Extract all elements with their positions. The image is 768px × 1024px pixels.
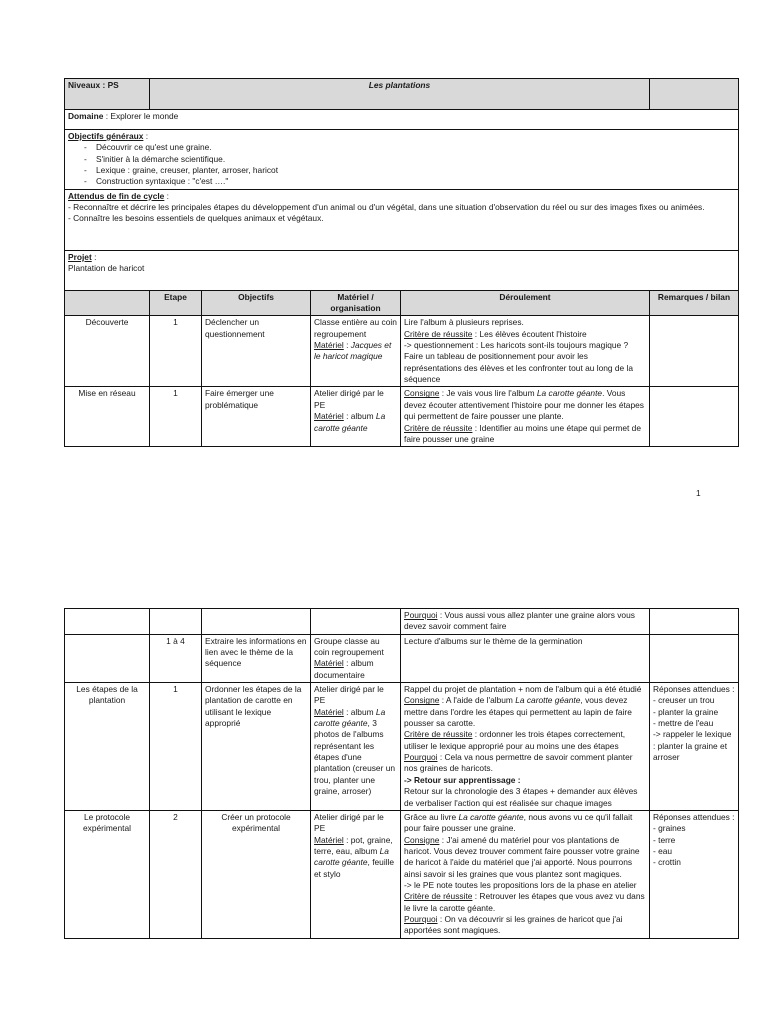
remarques-cell bbox=[650, 387, 739, 447]
remarques-cell bbox=[650, 683, 739, 811]
critere-text: : Les élèves écoutent l'histoire bbox=[472, 328, 587, 339]
mat-org: Atelier dirigé par le PE bbox=[314, 811, 384, 834]
table-row bbox=[65, 634, 739, 682]
sequence-title: Les plantations bbox=[150, 79, 650, 110]
header-empty-cell bbox=[650, 79, 739, 110]
objectif-cell: Ordonner les étapes de la plantation de carotte en utilisant le lexique approprié bbox=[202, 683, 311, 811]
etape-cell: 1 bbox=[150, 387, 202, 447]
mat-label: Matériel bbox=[314, 834, 344, 845]
table-row bbox=[65, 810, 739, 938]
remarques-cell bbox=[650, 316, 739, 387]
mat-org: Groupe classe au coin regroupement bbox=[314, 635, 384, 658]
col-header: Etape bbox=[150, 290, 202, 316]
critere-label: Critère de réussite bbox=[404, 422, 473, 433]
critere-label: Critère de réussite bbox=[404, 328, 473, 339]
retour-label: -> Retour sur apprentissage : bbox=[404, 774, 521, 785]
deroulement-cell bbox=[401, 387, 650, 447]
deroulement-cell bbox=[401, 609, 650, 635]
remarque-line: - graines bbox=[653, 823, 686, 834]
objectifs-row bbox=[65, 130, 739, 190]
consigne-label: Consigne bbox=[404, 695, 440, 706]
consigne-label: Consigne bbox=[404, 834, 440, 845]
consigne-text: : A l'aide de l'album bbox=[439, 695, 516, 706]
table-row bbox=[65, 609, 739, 635]
objectif-cell bbox=[202, 609, 311, 635]
col-header: Objectifs bbox=[202, 290, 311, 316]
pourquoi-label: Pourquoi bbox=[404, 610, 438, 620]
mat-label: Matériel bbox=[314, 411, 344, 422]
mat-text: : album bbox=[343, 706, 376, 717]
col-header: Remarques / bilan bbox=[650, 290, 739, 316]
objectifs-label: Objectifs généraux bbox=[68, 131, 144, 141]
mat-value: : album documentaire bbox=[314, 658, 374, 680]
consigne-text: : Je vais vous lire l'album bbox=[439, 388, 537, 399]
materiel-cell bbox=[311, 683, 401, 811]
d-line: Faire un tableau de positionnement pour avoir les représentations des élèves et les confronter tout au long de la séquence bbox=[404, 351, 634, 385]
remarque-line: - eau bbox=[653, 845, 673, 856]
lesson-table-page-2 bbox=[64, 608, 739, 939]
consigne-text: . Vous devez écouter attentivement l'histoire pour me donner les étapes qui permettent de faire pousser une plante. bbox=[404, 388, 644, 422]
phase-cell: Mise en réseau bbox=[65, 387, 150, 447]
mat-text: , feuille et stylo bbox=[314, 857, 395, 879]
remarque-line: - planter la graine bbox=[653, 706, 719, 717]
domaine-row bbox=[65, 110, 739, 130]
album-title: La carotte géante bbox=[458, 811, 524, 822]
etape-cell: 2 bbox=[150, 810, 202, 938]
d-line: -> questionnement : Les haricots sont-ils toujours magique ? bbox=[404, 340, 629, 351]
pourquoi-label: Pourquoi bbox=[404, 913, 438, 924]
mat-org: Classe entière au coin regroupement bbox=[314, 317, 397, 339]
niveaux-label: Niveaux bbox=[68, 80, 101, 90]
objectif-item: - Construction syntaxique : "c'est …." bbox=[102, 176, 735, 187]
mat-label: Matériel bbox=[314, 340, 344, 351]
album-title: La carotte géante bbox=[314, 706, 386, 729]
d-line: , nous avons vu ce qu'il fallait pour faire pousser une graine. bbox=[404, 811, 633, 834]
mat-org: Atelier dirigé par le PE bbox=[314, 388, 384, 410]
remarque-line: Réponses attendues : bbox=[653, 684, 735, 695]
remarque-line: - mettre de l'eau bbox=[653, 718, 714, 729]
objectif-item: - Découvrir ce qu'est une graine. bbox=[102, 142, 735, 153]
pourquoi-text: : Cela va nous permettre de savoir comment planter nos graines de haricots. bbox=[404, 752, 633, 774]
mat-org: Atelier dirigé par le PE bbox=[314, 684, 384, 706]
niveaux-value: PS bbox=[107, 80, 119, 90]
album-title: La carotte géante bbox=[314, 845, 389, 868]
remarque-line: - creuser un trou bbox=[653, 695, 715, 706]
mat-text: : album bbox=[343, 411, 376, 422]
attendus-row bbox=[65, 189, 739, 250]
materiel-cell: Classe entière au coin regroupement Matériel : Jacques et le haricot magique bbox=[311, 316, 401, 387]
critere-text: : Identifier au moins une étape qui permet de faire pousser une graine bbox=[404, 422, 641, 444]
domaine-value: Explorer le monde bbox=[110, 111, 179, 121]
lesson-table-page-1 bbox=[64, 78, 739, 447]
deroulement-cell bbox=[401, 316, 650, 387]
remarque-line: - terre bbox=[653, 834, 676, 845]
mat-text: : pot, graine, terre, eau, album bbox=[314, 834, 393, 856]
phase-cell bbox=[65, 609, 150, 635]
d-line: -> le PE note toutes les propositions lors de la phase en atelier bbox=[404, 879, 637, 890]
pourquoi-text: : Vous aussi vous allez planter une graine alors vous devez savoir comment faire bbox=[404, 610, 635, 632]
attendus-cell: Attendus de fin de cycle : - Reconnaître et décrire les principales étapes du développement d'un animal ou d'un végétal, dans une situation d'observation du réel ou sur des images fixes ou animées. - Connaître les besoins essentiels de quelques animaux et végétaux. bbox=[65, 189, 739, 250]
objectif-cell: Extraire les informations en lien avec le thème de la séquence bbox=[202, 634, 311, 682]
objectifs-list bbox=[68, 142, 735, 187]
objectif-cell: Faire émerger une problématique bbox=[202, 387, 311, 447]
table-row bbox=[65, 683, 739, 811]
phase-cell: Les étapes de la plantation bbox=[65, 683, 150, 811]
phase-cell: Le protocole expérimental bbox=[65, 810, 150, 938]
table-row bbox=[65, 316, 739, 387]
attendus-line: - Connaître les besoins essentiels de quelques animaux et végétaux. bbox=[68, 213, 324, 224]
materiel-cell bbox=[311, 387, 401, 447]
consigne-label: Consigne bbox=[404, 388, 440, 399]
projet-row bbox=[65, 250, 739, 290]
consigne-text: , vous devez mettre dans l'ordre les étapes qui permettent au lapin de faire pousser sa carotte. bbox=[404, 695, 632, 729]
materiel-cell bbox=[311, 634, 401, 682]
remarque-line: - crottin bbox=[653, 857, 681, 868]
deroulement-cell bbox=[401, 683, 650, 811]
objectif-cell: Créer un protocole expérimental bbox=[202, 810, 311, 938]
table-row bbox=[65, 387, 739, 447]
critere-label: Critère de réussite bbox=[404, 891, 473, 902]
remarque-line: Réponses attendues : bbox=[653, 811, 735, 822]
col-header bbox=[65, 290, 150, 316]
objectif-item: - S'initier à la démarche scientifique. bbox=[102, 154, 735, 165]
attendus-line: - Reconnaître et décrire les principales étapes du développement d'un animal ou d'un végétal, dans une situation d'observation du réel ou sur des images fixes ou animées. bbox=[68, 202, 705, 213]
consigne-text: : J'ai amené du matériel pour vos plantations de haricot. Vous devez trouver comment faire pousser votre graine de haricot à l'aide du matériel que j'ai apporté. Nous pourrons ainsi savoir si les graines que vous plantez sont magiques. bbox=[404, 834, 640, 879]
remarques-cell bbox=[650, 634, 739, 682]
remarques-cell bbox=[650, 609, 739, 635]
objectif-item: - Lexique : graine, creuser, planter, arroser, haricot bbox=[102, 165, 735, 176]
retour-text: Retour sur la chronologie des 3 étapes + demander aux élèves de verbaliser l'action qui est réalisée sur chaque images bbox=[404, 786, 638, 808]
niveaux-cell: Niveaux : PS bbox=[65, 79, 150, 110]
projet-value: Plantation de haricot bbox=[68, 263, 145, 274]
remarque-line: -> rappeler le lexique : planter la graine et arroser bbox=[653, 729, 732, 763]
domaine-label: Domaine bbox=[68, 111, 104, 121]
d-line: Lire l'album à plusieurs reprises. bbox=[404, 317, 524, 328]
d-line: Grâce au livre bbox=[404, 811, 459, 822]
header-row bbox=[65, 79, 739, 110]
objectif-cell: Déclencher un questionnement bbox=[202, 316, 311, 387]
projet-label: Projet bbox=[68, 251, 92, 262]
album-title: La carotte géante bbox=[536, 388, 603, 399]
objectifs-cell: Objectifs généraux : - Découvrir ce qu'est une graine. - S'initier à la démarche scientifique. - Lexique : graine, creuser, planter, arroser, haricot - Construction syntaxique : "c'est …." bbox=[65, 130, 739, 190]
etape-cell: 1 bbox=[150, 683, 202, 811]
domaine-cell: Domaine : Explorer le monde bbox=[65, 110, 739, 130]
projet-cell: Projet : Plantation de haricot bbox=[65, 250, 739, 290]
album-title: La carotte géante bbox=[314, 411, 386, 433]
col-header: Matériel / organisation bbox=[311, 290, 401, 316]
etape-cell: 1 bbox=[150, 316, 202, 387]
materiel-cell bbox=[311, 810, 401, 938]
deroulement-cell: Lecture d'albums sur le thème de la germination bbox=[401, 634, 650, 682]
mat-label: Matériel bbox=[314, 706, 344, 717]
pourquoi-label: Pourquoi bbox=[404, 752, 438, 763]
critere-label: Critère de réussite bbox=[404, 729, 473, 740]
mat-label: Matériel bbox=[314, 658, 344, 669]
critere-text: : Retrouver les étapes que vous avez vu dans le livre la carotte géante. bbox=[404, 891, 645, 913]
page-number: 1 bbox=[696, 488, 701, 498]
etape-cell bbox=[150, 609, 202, 635]
mat-value: Jacques et le haricot magique bbox=[314, 340, 392, 362]
etape-cell: 1 à 4 bbox=[150, 634, 202, 682]
materiel-cell bbox=[311, 609, 401, 635]
col-header: Déroulement bbox=[401, 290, 650, 316]
deroulement-cell bbox=[401, 810, 650, 938]
attendus-label: Attendus de fin de cycle bbox=[68, 190, 165, 201]
phase-cell: Découverte bbox=[65, 316, 150, 387]
d-line: Rappel du projet de plantation + nom de l'album qui a été étudié bbox=[404, 684, 642, 695]
mat-text: , 3 photos de l'albums représentant les étapes d'une plantation (creuser un trou, planter une graine, arroser) bbox=[314, 718, 396, 797]
critere-text: : ordonner les trois étapes correctement, utiliser le lexique approprié pour au moins une des étapes bbox=[404, 729, 626, 751]
column-header-row bbox=[65, 290, 739, 316]
album-title: La carotte géante bbox=[515, 695, 581, 706]
phase-cell bbox=[65, 634, 150, 682]
pourquoi-text: : On va découvrir si les graines de haricot que j'ai apportées sont magiques. bbox=[404, 913, 623, 936]
remarques-cell bbox=[650, 810, 739, 938]
